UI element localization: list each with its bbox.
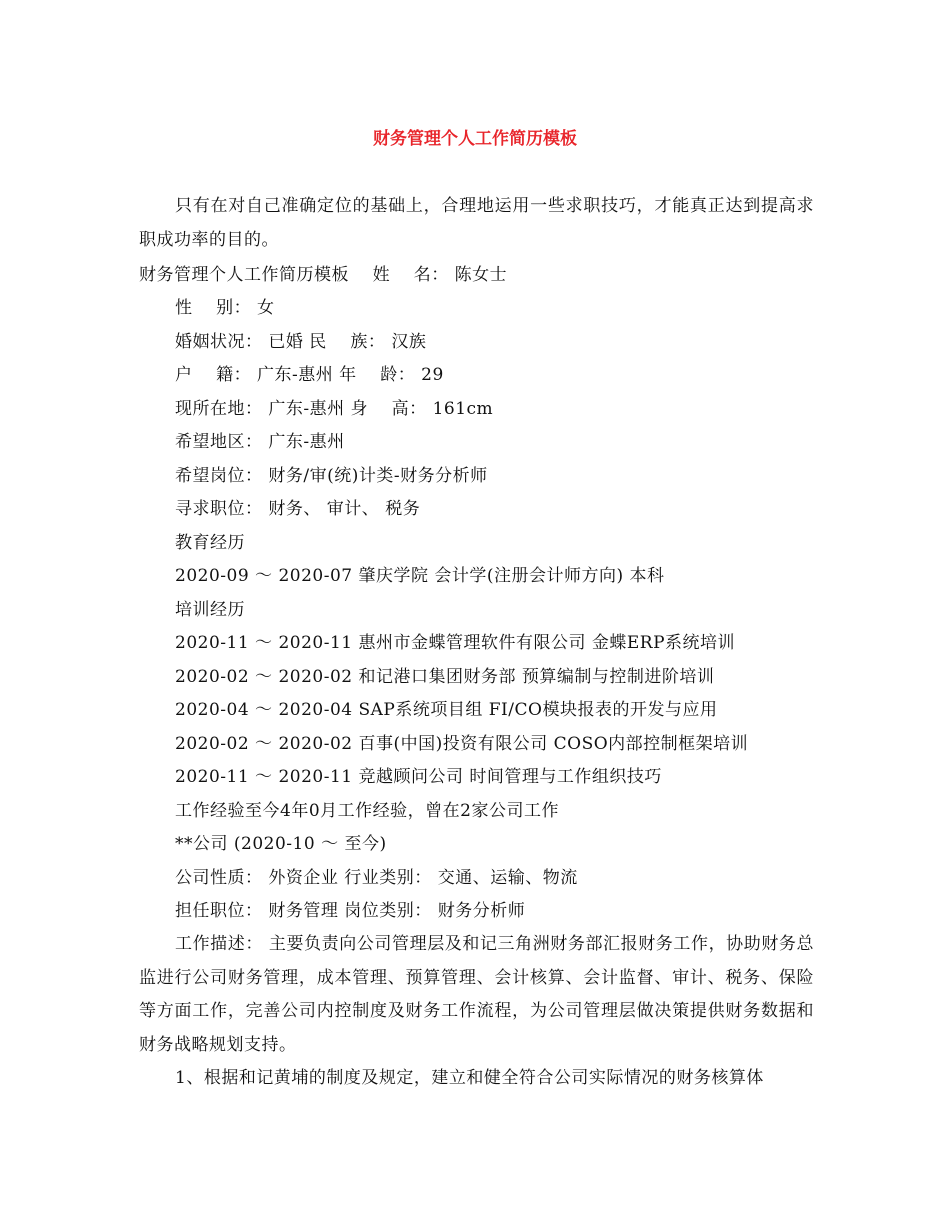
numbered-item-1: 1、根据和记黄埔的制度及规定，建立和健全符合公司实际情况的财务核算体 [175,1068,764,1088]
training-entry: 2020-04 ～ 2020-04 SAP系统项目组 FI/CO模块报表的开发与应用 [175,700,718,720]
resume-line-marital: 婚姻状况： 已婚 民 族： 汉族 [175,332,427,352]
training-entry: 2020-02 ～ 2020-02 百事(中国)投资有限公司 COSO内部控制框架培训 [175,734,749,754]
training-entry: 2020-11 ～ 2020-11 竞越顾问公司 时间管理与工作组织技巧 [175,767,662,787]
company-position: 担任职位： 财务管理 岗位类别： 财务分析师 [175,901,526,921]
document-title: 财务管理个人工作简历模板 [373,129,577,149]
resume-line-desired-post: 希望岗位： 财务/审(统)计类-财务分析师 [175,466,488,486]
resume-line-positions: 寻求职位： 财务、 审计、 税务 [175,499,421,519]
training-entry: 2020-11 ～ 2020-11 惠州市金蝶管理软件有限公司 金蝶ERP系统培训 [175,633,736,653]
resume-line-location: 现所在地： 广东-惠州 身 高： 161cm [175,399,494,419]
resume-line-desired-area: 希望地区： 广东-惠州 [175,432,345,452]
resume-line-name: 财务管理个人工作简历模板 姓 名： 陈女士 [139,265,508,285]
experience-summary: 工作经验至今4年0月工作经验，曾在2家公司工作 [175,801,559,821]
training-heading: 培训经历 [175,600,245,620]
company-nature: 公司性质： 外资企业 行业类别： 交通、运输、物流 [175,868,578,888]
work-description-paragraph: 工作描述： 主要负责向公司管理层及和记三角洲财务部汇报财务工作，协助财务总监进行公司财务管理，成本管理、预算管理、会计核算、会计监督、审计、税务、保险等方面工作，完善公司内控制度及财务工作流程，为公司管理层做决策提供财务数据和财务战略规划支持。 [139,934,814,1055]
intro-paragraph: 只有在对自己准确定位的基础上，合理地运用一些求职技巧，才能真正达到提高求职成功率的目的。 [139,196,814,250]
training-entry: 2020-02 ～ 2020-02 和记港口集团财务部 预算编制与控制进阶培训 [175,667,715,687]
education-heading: 教育经历 [175,533,245,553]
resume-line-gender: 性 别： 女 [175,298,275,318]
company-header: **公司 (2020-10 ～ 至今) [175,834,387,854]
resume-line-hukou: 户 籍： 广东-惠州 年 龄： 29 [175,365,444,385]
education-entry: 2020-09 ～ 2020-07 肇庆学院 会计学(注册会计师方向) 本科 [175,566,665,586]
